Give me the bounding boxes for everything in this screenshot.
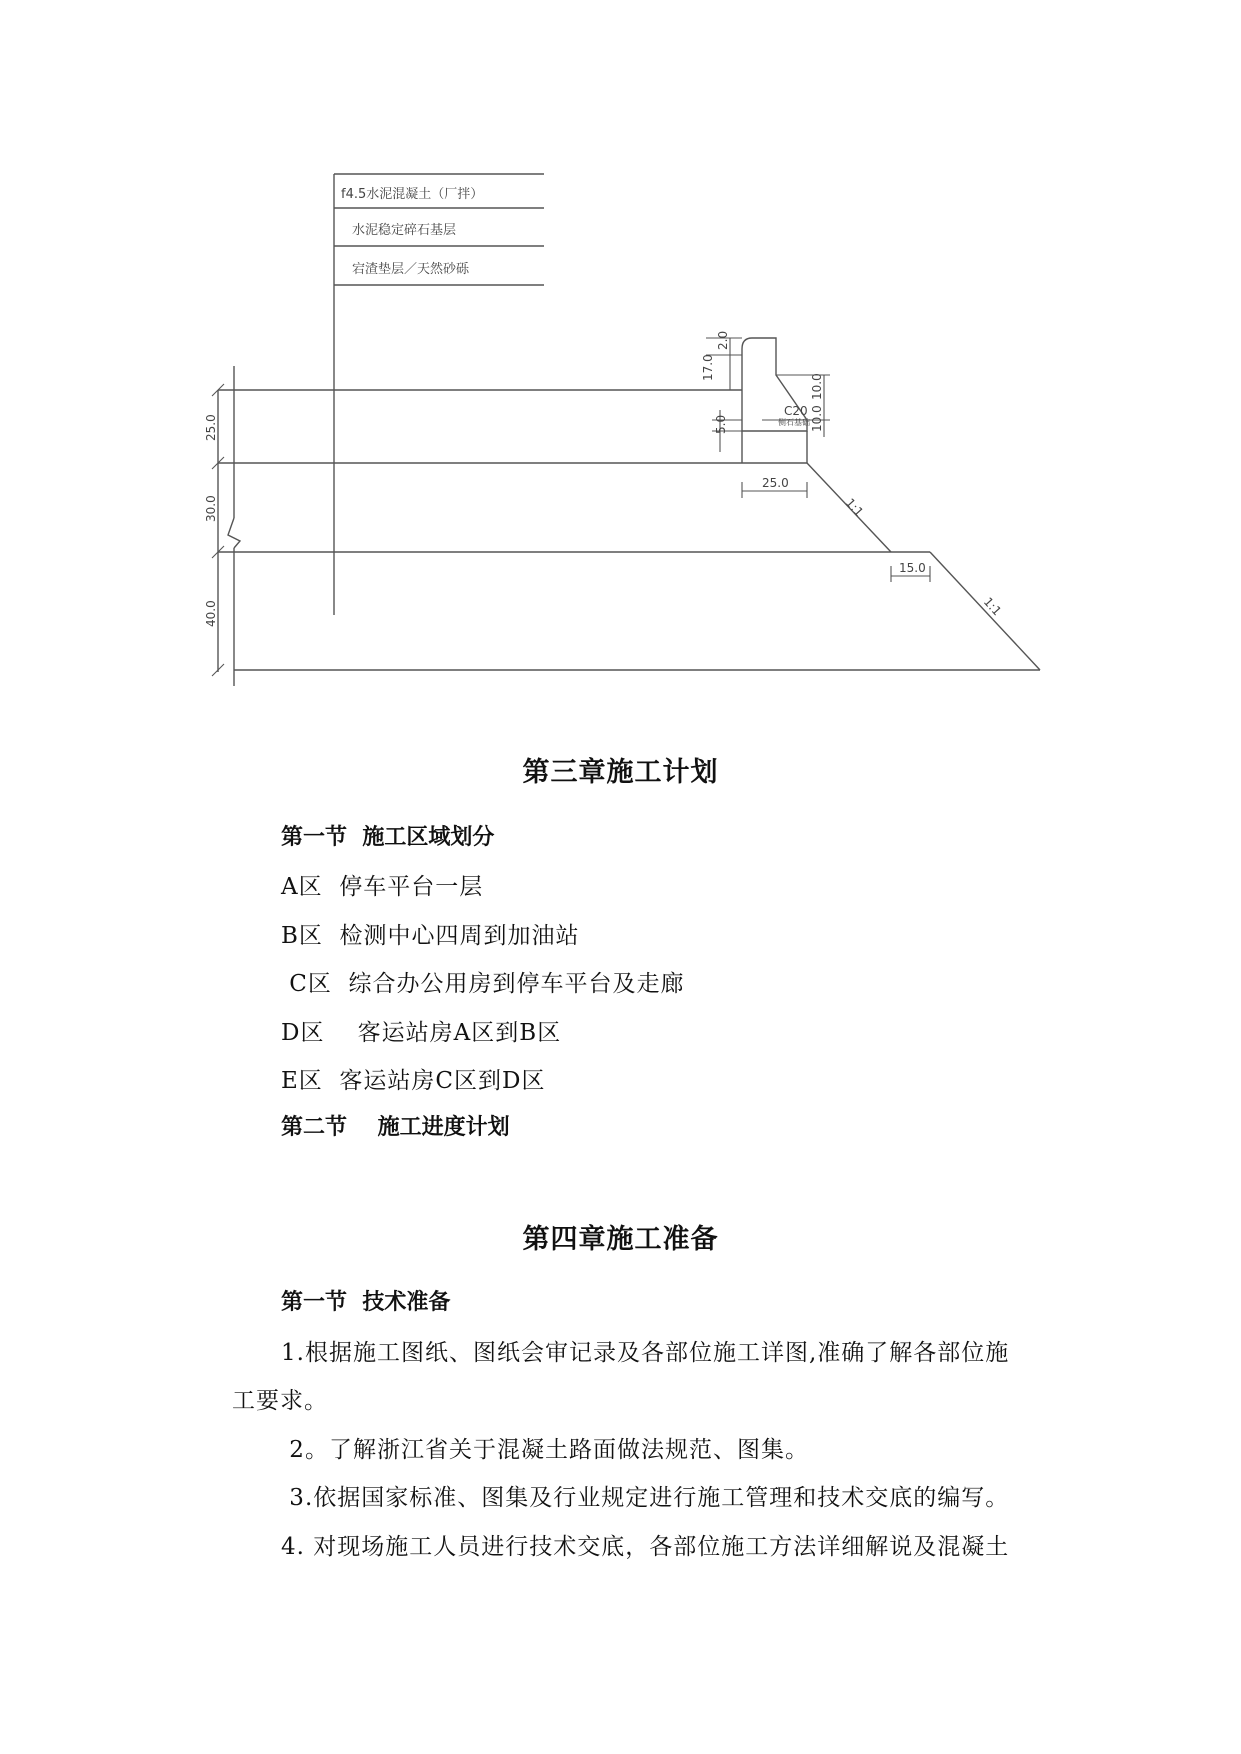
slope-label-1: 1:1: [842, 495, 867, 520]
bottom-dim-15: 15.0: [899, 561, 926, 575]
bottom-dim-25: 25.0: [762, 476, 789, 490]
road-section-drawing: [0, 0, 1241, 720]
chapter4-title: 第四章施工准备: [522, 1224, 719, 1255]
curb-dim-10-bottom: 10.0: [810, 405, 824, 432]
chapter3-section1-heading: 第一节 施工区域划分: [281, 825, 495, 850]
curb-dim-17: 17.0: [701, 354, 715, 381]
curb-dim-10-top: 10.0: [810, 373, 824, 400]
curb-sublabel: 侧石基础: [778, 418, 810, 427]
dim-left-25: 25.0: [204, 414, 218, 441]
zone-line-d: D区 客运站房A区到B区: [281, 1020, 562, 1046]
prep-item-1: 1.根据施工图纸、图纸会审记录及各部位施工详图,准确了解各部位施: [281, 1340, 1010, 1366]
dim-left-30: 30.0: [204, 495, 218, 522]
prep-item-3: 3.依据国家标准、图集及行业规定进行施工管理和技术交底的编写。: [281, 1485, 1010, 1511]
curb-label: C20: [784, 404, 808, 418]
zone-line-c: C区 综合办公用房到停车平台及走廊: [281, 971, 685, 997]
zone-line-b: B区 检测中心四周到加油站: [281, 923, 580, 949]
curb-dim-2: 2.0: [716, 330, 730, 350]
chapter4-section1-heading: 第一节 技术准备: [281, 1290, 451, 1315]
slope-label-2: 1:1: [980, 594, 1005, 619]
layer-label-1: f4.5水泥混凝土（厂拌）: [341, 187, 484, 202]
prep-item-1-cont: 工要求。: [232, 1388, 328, 1414]
prep-item-4: 4. 对现场施工人员进行技术交底，各部位施工方法详细解说及混凝土: [281, 1534, 1010, 1560]
layer-label-2: 水泥稳定碎石基层: [352, 223, 457, 238]
dim-left-40: 40.0: [204, 600, 218, 627]
slope-line-2: [930, 552, 1040, 670]
curb-dim-5: 5.0: [714, 414, 728, 434]
zone-line-e: E区 客运站房C区到D区: [281, 1068, 546, 1094]
chapter3-section2-heading: 第二节 施工进度计划: [281, 1115, 510, 1140]
break-symbol: [228, 518, 240, 548]
prep-item-2: 2。了解浙江省关于混凝土路面做法规范、图集。: [281, 1437, 809, 1463]
chapter3-title: 第三章施工计划: [522, 757, 719, 788]
layer-label-3: 宕渣垫层／天然砂砾: [352, 262, 470, 277]
zone-line-a: A区 停车平台一层: [281, 874, 484, 900]
